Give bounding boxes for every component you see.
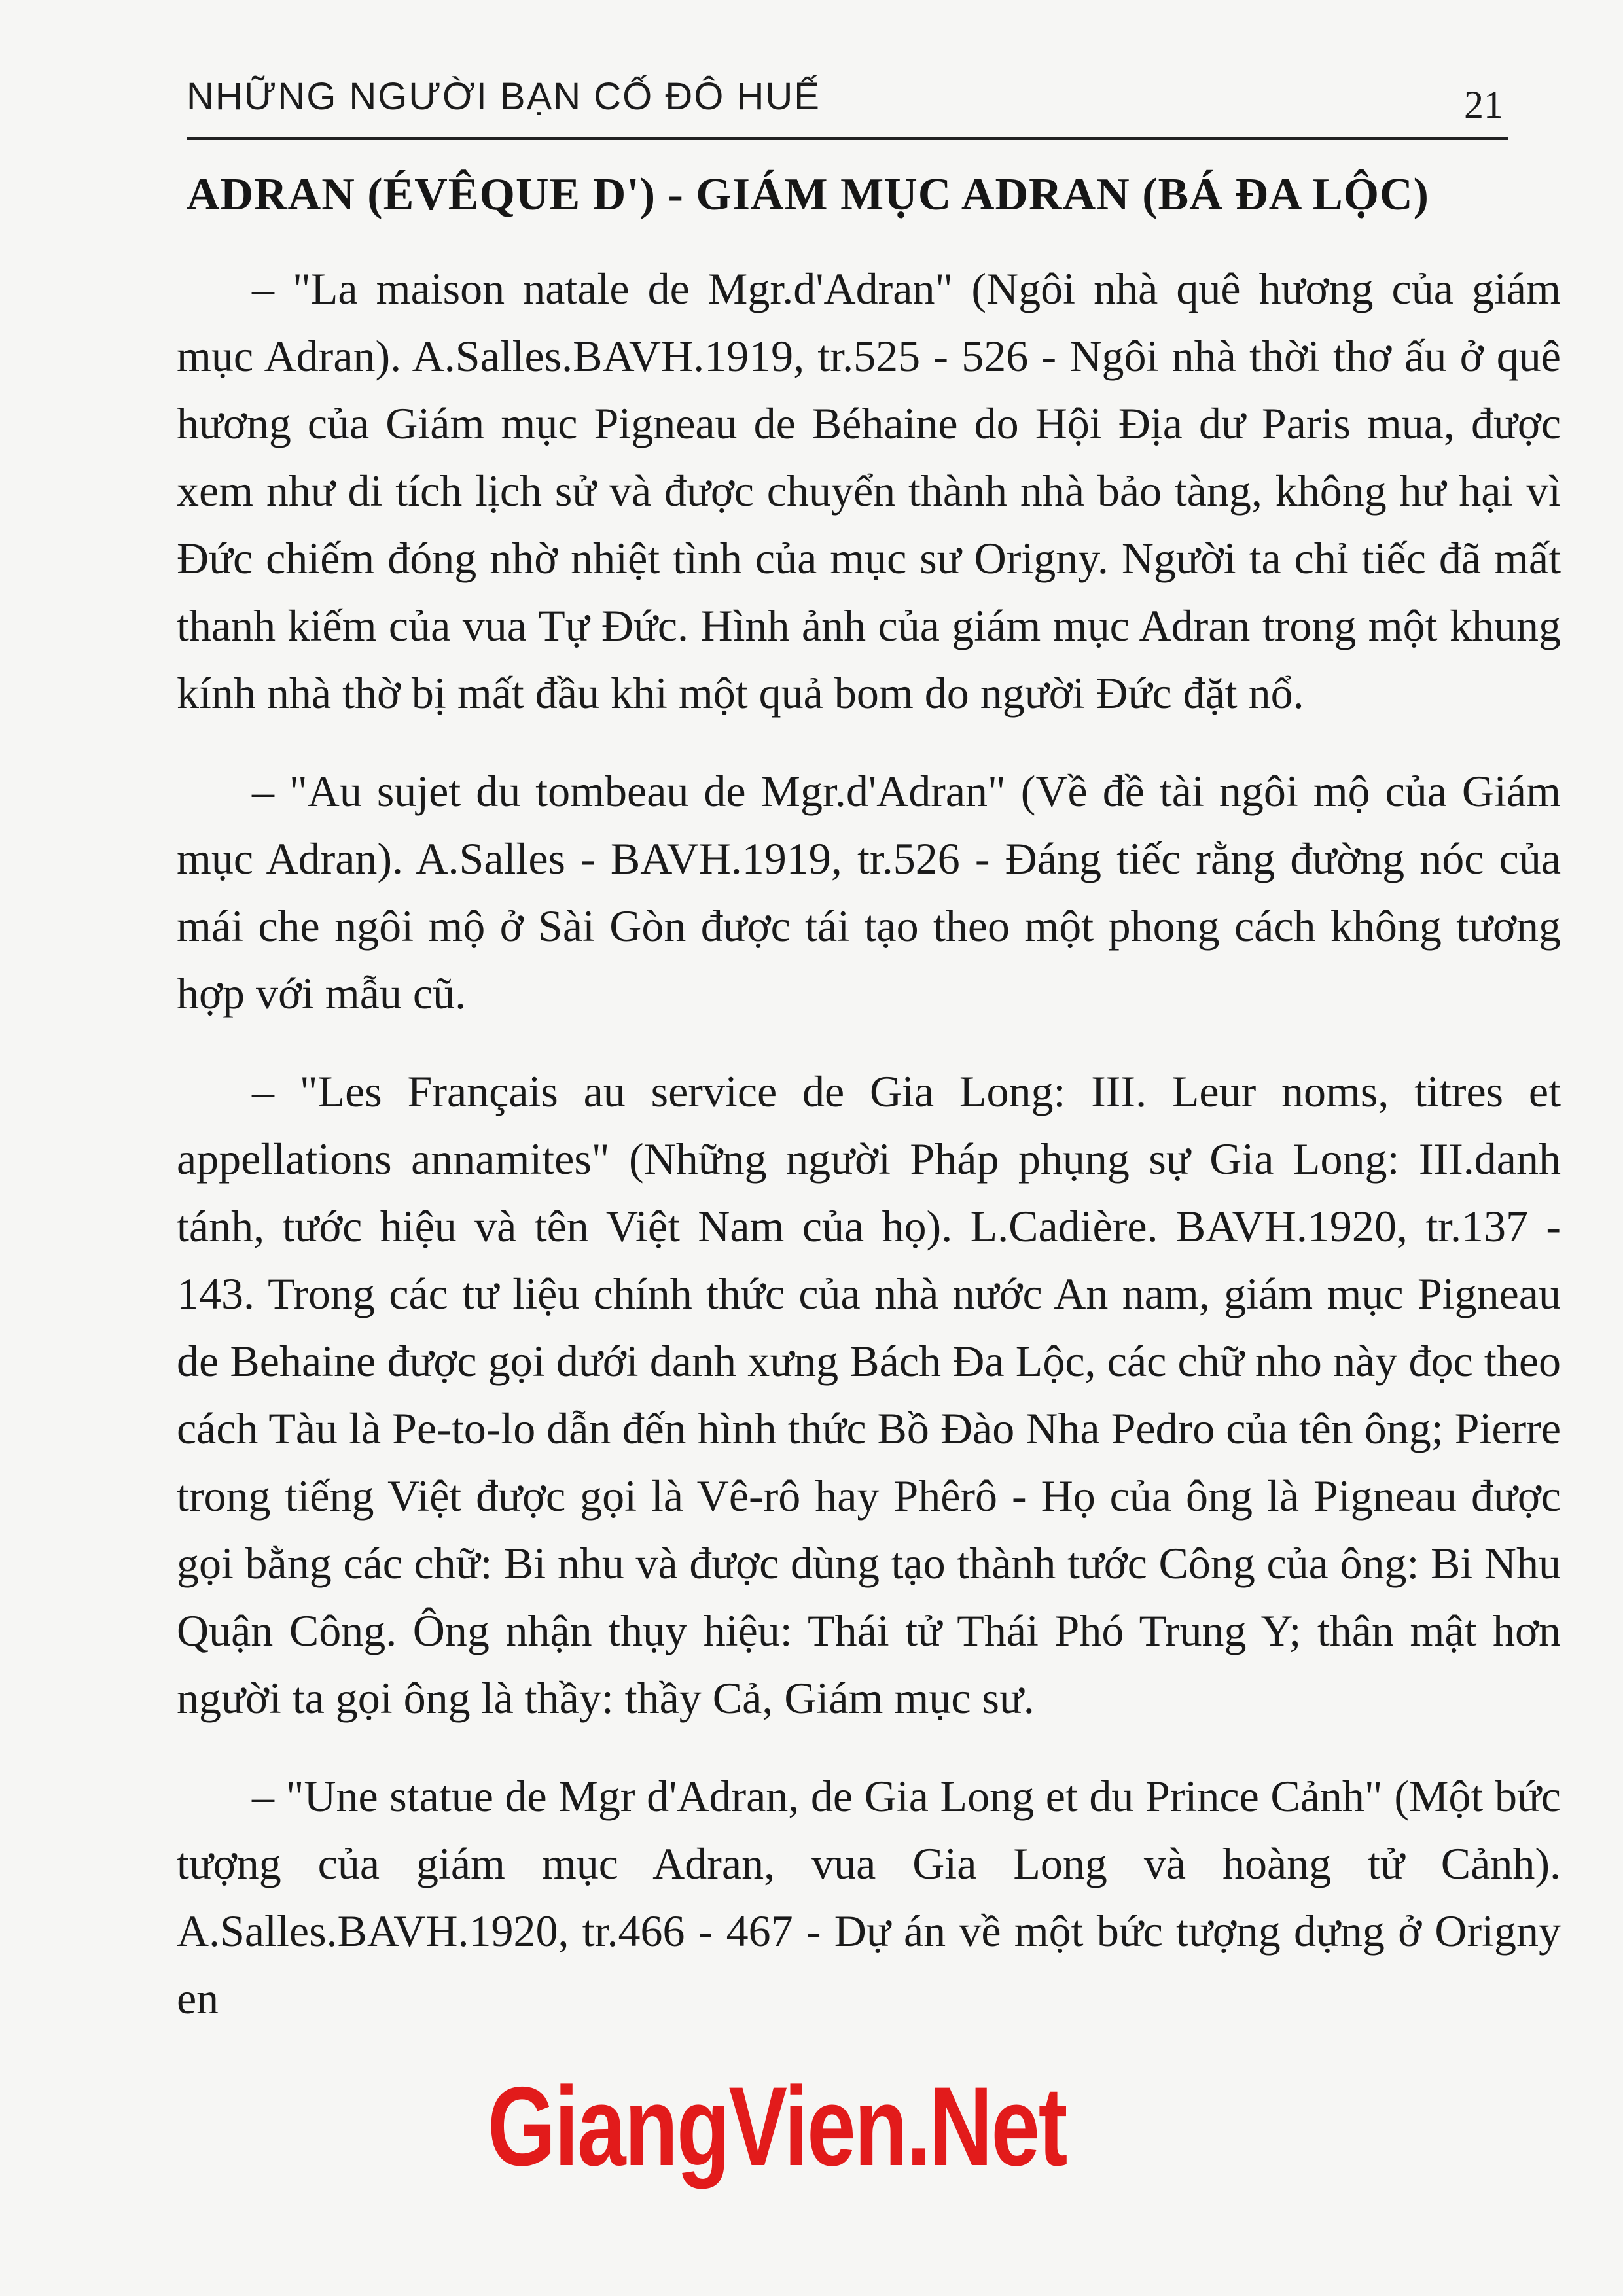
paragraph-tombeau: – "Au sujet du tombeau de Mgr.d'Adran" (Về đề tài ngôi mộ của Giám mục Adran). A.Salles - BAVH.1919, tr.526 - Đáng tiếc rằng đường nóc của mái che ngôi mộ ở Sài Gòn được tái tạo theo một phong cách không tương hợp với mẫu cũ. [177,766,1561,1018]
paragraph-maison-natale: – "La maison natale de Mgr.d'Adran" (Ngôi nhà quê hương của giám mục Adran). A.Salles.BAVH.1919, tr.525 - 526 - Ngôi nhà thời thơ ấu ở quê hương của Giám mục Pigneau de Béhaine do Hội Địa dư Paris mua, được xem như di tích lịch sử và được chuyển thành nhà bảo tàng, không hư hại vì Đức chiếm đóng nhờ nhiệt tình của mục sư Origny. Người ta chỉ tiếc đã mất thanh kiếm của vua Tự Đức. Hình ảnh của giám mục Adran trong một khung kính nhà thờ bị mất đầu khi một quả bom do người Đức đặt nổ. [177,264,1561,718]
page-number: 21 [1464,83,1503,126]
section-title: ADRAN (ÉVÊQUE D') - GIÁM MỤC ADRAN (BÁ ĐA LỘC) [187,169,1429,220]
page-header [187,65,1508,140]
watermark-logo: GiangVien.Net [488,2064,1067,2189]
paragraph-francais-gia-long: – "Les Français au service de Gia Long: III. Leur noms, titres et appellations annamites" (Những người Pháp phụng sự Gia Long: III.danh tánh, tước hiệu và tên Việt Nam của họ). L.Cadière. BAVH.1920, tr.137 - 143. Trong các tư liệu chính thức của nhà nước An nam, giám mục Pigneau de Behaine được gọi dưới danh xưng Bách Đa Lộc, các chữ nho này đọc theo cách Tàu là Pe-to-lo dẫn đến hình thức Bồ Đào Nha Pedro của tên ông; Pierre trong tiếng Việt được gọi là Vê-rô hay Phêrô - Họ của ông là Pigneau được gọi bằng các chữ: Bi nhu và được dùng tạo thành tước Công của ông: Bi Nhu Quận Công. Ông nhận thụy hiệu: Thái tử Thái Phó Trung Y; thân mật hơn người ta gọi ông là thầy: thầy Cả, Giám mục sư. [177,1067,1561,1723]
running-head: NHỮNG NGƯỜI BẠN CỐ ĐÔ HUẾ [187,75,821,118]
paragraph-statue: – "Une statue de Mgr d'Adran, de Gia Long et du Prince Cảnh" (Một bức tượng của giám mục Adran, vua Gia Long và hoàng tử Cảnh). A.Salles.BAVH.1920, tr.466 - 467 - Dự án về một bức tượng dựng ở Origny en [177,1771,1561,2023]
body-text [177,255,1561,2032]
